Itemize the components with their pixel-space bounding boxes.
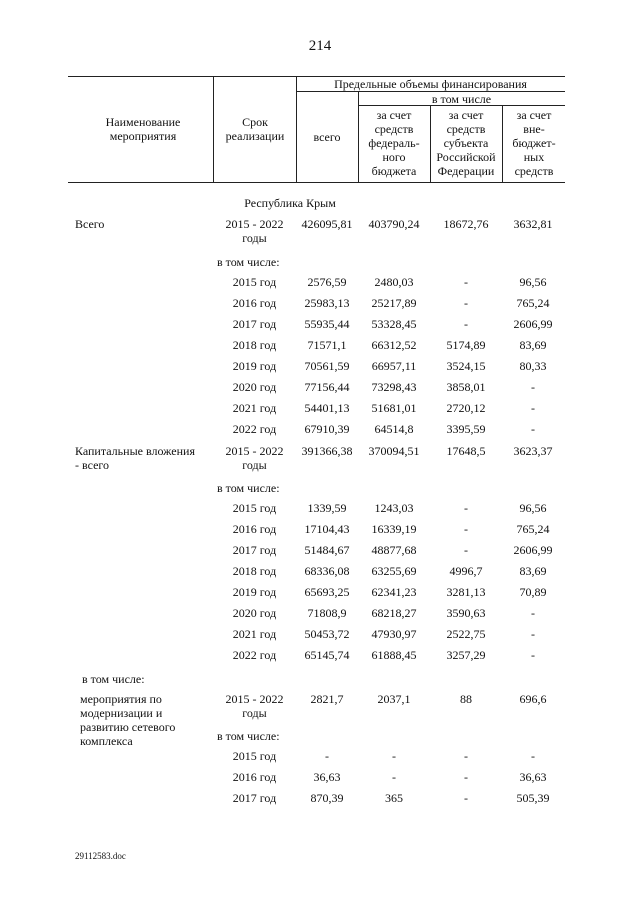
row-reg: 88 [460,692,472,706]
row-fed: 1243,03 [374,501,414,515]
row-ext: 505,39 [516,791,550,805]
row-ext: - [531,627,535,641]
table-row [0,275,640,295]
table-row [0,749,640,769]
row-reg: 3281,13 [446,585,486,599]
row-ext: 2606,99 [513,317,553,331]
table-row [0,606,640,626]
row-ext: - [531,422,535,436]
row-total: 65145,74 [304,648,350,662]
including-text: в том числе: [217,481,280,495]
row-year: 2021 год [232,627,277,641]
table-row [0,501,640,521]
subsection-label: в том числе: [82,672,145,686]
row-ext: - [531,749,535,763]
row-fed: 63255,69 [371,564,417,578]
row-ext: 3632,81 [513,217,553,231]
row-reg: 4996,7 [449,564,483,578]
table-row [0,401,640,421]
table-row [0,564,640,584]
table-row [0,791,640,811]
row-reg: - [464,296,468,310]
row-name: мероприятия по модернизации и развитию сетевого комплекса [80,692,176,748]
table-row [0,380,640,400]
row-reg: - [464,749,468,763]
row-reg: 3257,29 [446,648,486,662]
row-ext: - [531,648,535,662]
including-label [0,481,640,501]
row-ext: 83,69 [519,338,547,352]
row-fed: 53328,45 [371,317,417,331]
row-fed: 365 [385,791,403,805]
header-divider [430,105,431,182]
row-year: 2015 год [232,501,277,515]
row-year: 2015 год [232,275,277,289]
row-total: 36,63 [313,770,341,784]
row-total: 870,39 [310,791,344,805]
row-year: 2017 год [232,317,277,331]
table-row [0,627,640,647]
row-ext: 80,33 [519,359,547,373]
row-period: 2015 - 2022 годы [225,692,284,720]
row-total: 71571,1 [307,338,347,352]
row-reg: 5174,89 [446,338,486,352]
row-reg: - [464,317,468,331]
table-row [0,770,640,790]
row-ext: - [531,606,535,620]
header-including: в том числе [431,92,492,106]
header-ext: за счет вне-бюджет-ных средств [512,108,556,178]
row-total: 67910,39 [304,422,350,436]
header-name: Наименование мероприятия [105,115,181,143]
row-ext: 3623,37 [513,444,553,458]
header-divider [296,76,297,182]
table-row [0,522,640,542]
row-total: 71808,9 [307,606,347,620]
row-year: 2016 год [232,296,277,310]
row-ext: 2606,99 [513,543,553,557]
table-row [0,422,640,442]
row-fed: 66957,11 [371,359,417,373]
row-total: 426095,81 [301,217,353,231]
row-year: 2016 год [232,522,277,536]
row-reg: 3524,15 [446,359,486,373]
including-text: в том числе: [217,729,280,743]
table-row [0,444,640,472]
row-fed: 403790,24 [368,217,420,231]
row-total: 2821,7 [310,692,344,706]
row-fed: 68218,27 [371,606,417,620]
row-reg: 3590,63 [446,606,486,620]
row-ext: 96,56 [519,501,547,515]
region-heading: Республика Крым [244,196,336,210]
row-fed: 62341,23 [371,585,417,599]
row-total: 2576,59 [307,275,347,289]
row-total: 17104,43 [304,522,350,536]
table-row [0,585,640,605]
row-fed: 370094,51 [368,444,420,458]
row-fed: 48877,68 [371,543,417,557]
row-fed: 73298,43 [371,380,417,394]
row-year: 2017 год [232,791,277,805]
row-reg: 3858,01 [446,380,486,394]
header-total: всего [313,130,341,144]
row-ext: 96,56 [519,275,547,289]
row-reg: - [464,770,468,784]
row-total: 1339,59 [307,501,347,515]
table-row [0,543,640,563]
row-total: 65693,25 [304,585,350,599]
including-label [0,255,640,275]
row-year: 2019 год [232,359,277,373]
row-year: 2017 год [232,543,277,557]
row-year: 2018 год [232,338,277,352]
footer-filename: 29112583.doc [75,851,126,861]
row-year: 2016 год [232,770,277,784]
row-total: - [325,749,329,763]
row-reg: - [464,501,468,515]
row-total: 55935,44 [304,317,350,331]
row-fed: - [392,749,396,763]
table-row [0,296,640,316]
row-fed: 25217,89 [371,296,417,310]
row-period: 2015 - 2022 годы [225,444,284,472]
header-divider [213,76,214,182]
row-reg: 17648,5 [446,444,486,458]
row-ext: 765,24 [516,522,550,536]
row-total: 54401,13 [304,401,350,415]
header-bottom-rule [68,182,565,183]
row-fed: 2480,03 [374,275,414,289]
row-ext: 36,63 [519,770,547,784]
row-ext: - [531,401,535,415]
row-total: 51484,67 [304,543,350,557]
row-period: 2015 - 2022 годы [225,217,284,245]
row-fed: 51681,01 [371,401,417,415]
row-reg: - [464,275,468,289]
row-ext: 696,6 [519,692,547,706]
header-reg: за счет средств субъекта Российской Федерации [436,108,496,178]
row-fed: 16339,19 [371,522,417,536]
row-year: 2021 год [232,401,277,415]
row-reg: 2522,75 [446,627,486,641]
row-year: 2022 год [232,422,277,436]
row-year: 2019 год [232,585,277,599]
row-total: 50453,72 [304,627,350,641]
row-fed: 61888,45 [371,648,417,662]
row-name: Всего [75,217,105,231]
row-reg: - [464,522,468,536]
row-year: 2018 год [232,564,277,578]
row-total: 25983,13 [304,296,350,310]
row-fed: 66312,52 [371,338,417,352]
header-limits: Предельные объемы финансирования [334,77,527,91]
row-ext: 70,89 [519,585,547,599]
header-period: Срок реализации [225,115,285,143]
row-reg: 3395,59 [446,422,486,436]
row-total: 70561,59 [304,359,350,373]
page-number: 214 [308,38,332,54]
row-reg: 18672,76 [443,217,489,231]
row-reg: 2720,12 [446,401,486,415]
row-year: 2015 год [232,749,277,763]
row-fed: - [392,770,396,784]
table-row [0,359,640,379]
row-ext: 765,24 [516,296,550,310]
row-reg: - [464,543,468,557]
row-year: 2022 год [232,648,277,662]
row-ext: - [531,380,535,394]
row-year: 2020 год [232,380,277,394]
row-name: Капитальные вложения - всего [75,444,195,472]
header-divider [502,105,503,182]
including-label [0,729,640,749]
table-row [0,217,640,245]
row-reg: - [464,791,468,805]
table-row [0,317,640,337]
row-total: 68336,08 [304,564,350,578]
header-fed: за счет средств федераль-ного бюджета [368,108,420,178]
row-fed: 64514,8 [374,422,414,436]
row-total: 77156,44 [304,380,350,394]
table-row [0,338,640,358]
row-fed: 47930,97 [371,627,417,641]
row-total: 391366,38 [301,444,353,458]
row-year: 2020 год [232,606,277,620]
table-row [0,648,640,668]
row-ext: 83,69 [519,564,547,578]
row-fed: 2037,1 [377,692,411,706]
including-text: в том числе: [217,255,280,269]
